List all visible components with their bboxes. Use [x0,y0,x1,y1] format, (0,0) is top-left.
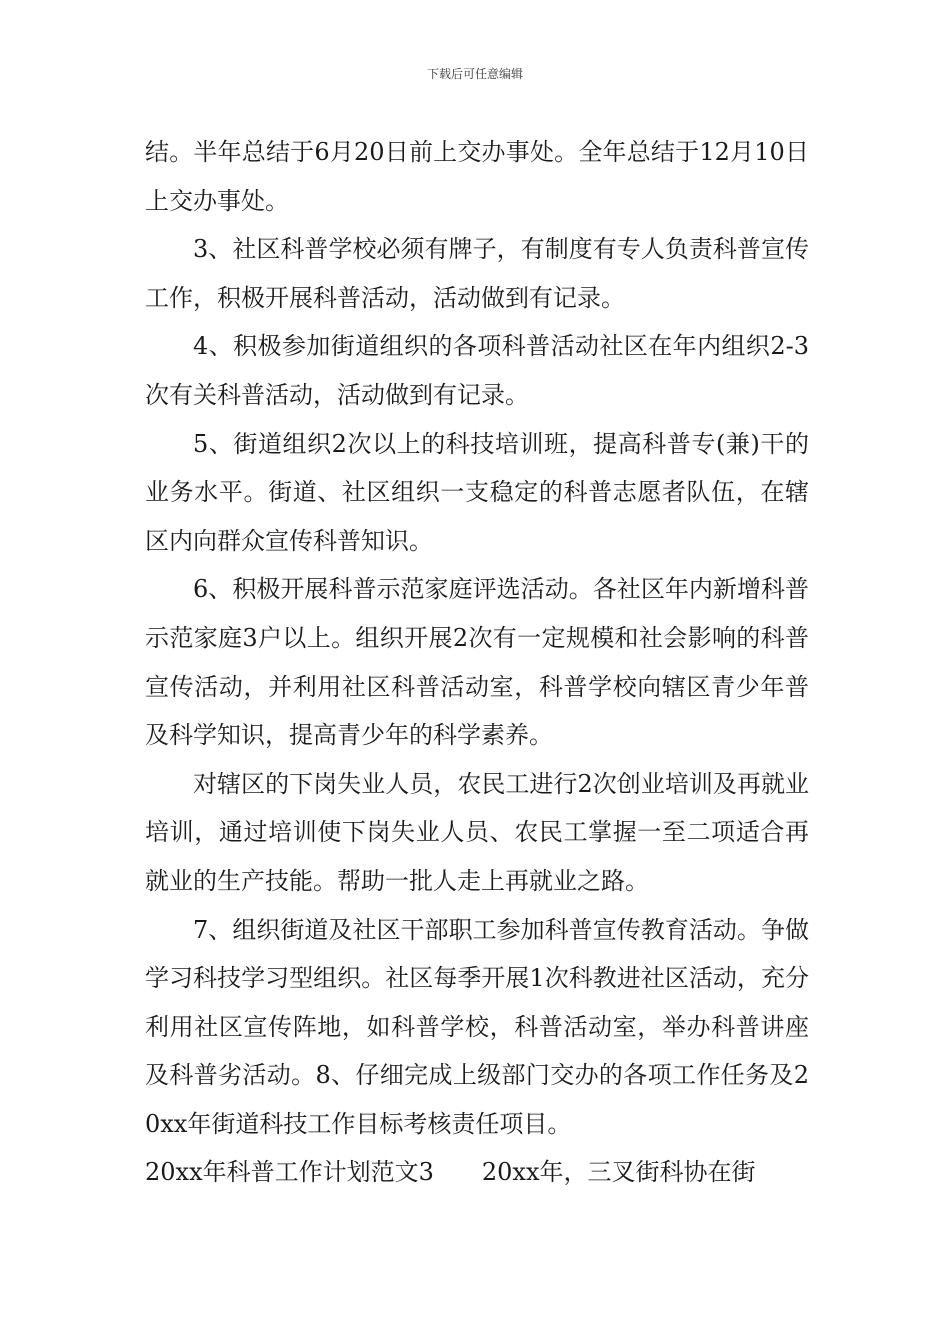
document-body [145,128,809,1197]
paragraph-5: 6、积极开展科普示范家庭评选活动。各社区年内新增科普示范家庭3户以上。组织开展2次有一定规模和社会影响的科普宣传活动，并利用社区科普活动室，科普学校向辖区青少年普及科学知识，提高青少年的科学素养。 [145,575,809,750]
paragraph-4: 5、街道组织2次以上的科技培训班，提高科普专(兼)干的业务水平。街道、社区组织一支稳定的科普志愿者队伍，在辖区内向群众宣传科普知识。 [145,429,809,555]
paragraph-3: 4、积极参加街道组织的各项科普活动社区在年内组织2-3次有关科普活动，活动做到有记录。 [145,332,809,409]
paragraph-8: 20xx年科普工作计划范文3 20xx年，三叉街科协在街 [145,1158,756,1187]
paragraph-1: 结。半年总结于6月20日前上交办事处。全年总结于12月10日上交办事处。 [145,138,809,215]
paragraph-2: 3、社区科普学校必须有牌子，有制度有专人负责科普宣传工作，积极开展科普活动，活动做到有记录。 [145,235,809,312]
paragraph-7: 7、组织街道及社区干部职工参加科普宣传教育活动。争做学习科技学习型组织。社区每季开展1次科教进社区活动，充分利用社区宣传阵地，如科普学校，科普活动室，举办科普讲座及科普劣活动。8、仔细完成上级部门交办的各项工作任务及20xx年街道科技工作目标考核责任项目。 [145,915,809,1138]
paragraph-6: 对辖区的下岗失业人员，农民工进行2次创业培训及再就业培训，通过培训使下岗失业人员、农民工掌握一至二项适合再就业的生产技能。帮助一批人走上再就业之路。 [145,769,809,895]
page-header: 下载后可任意编辑 [426,67,523,81]
